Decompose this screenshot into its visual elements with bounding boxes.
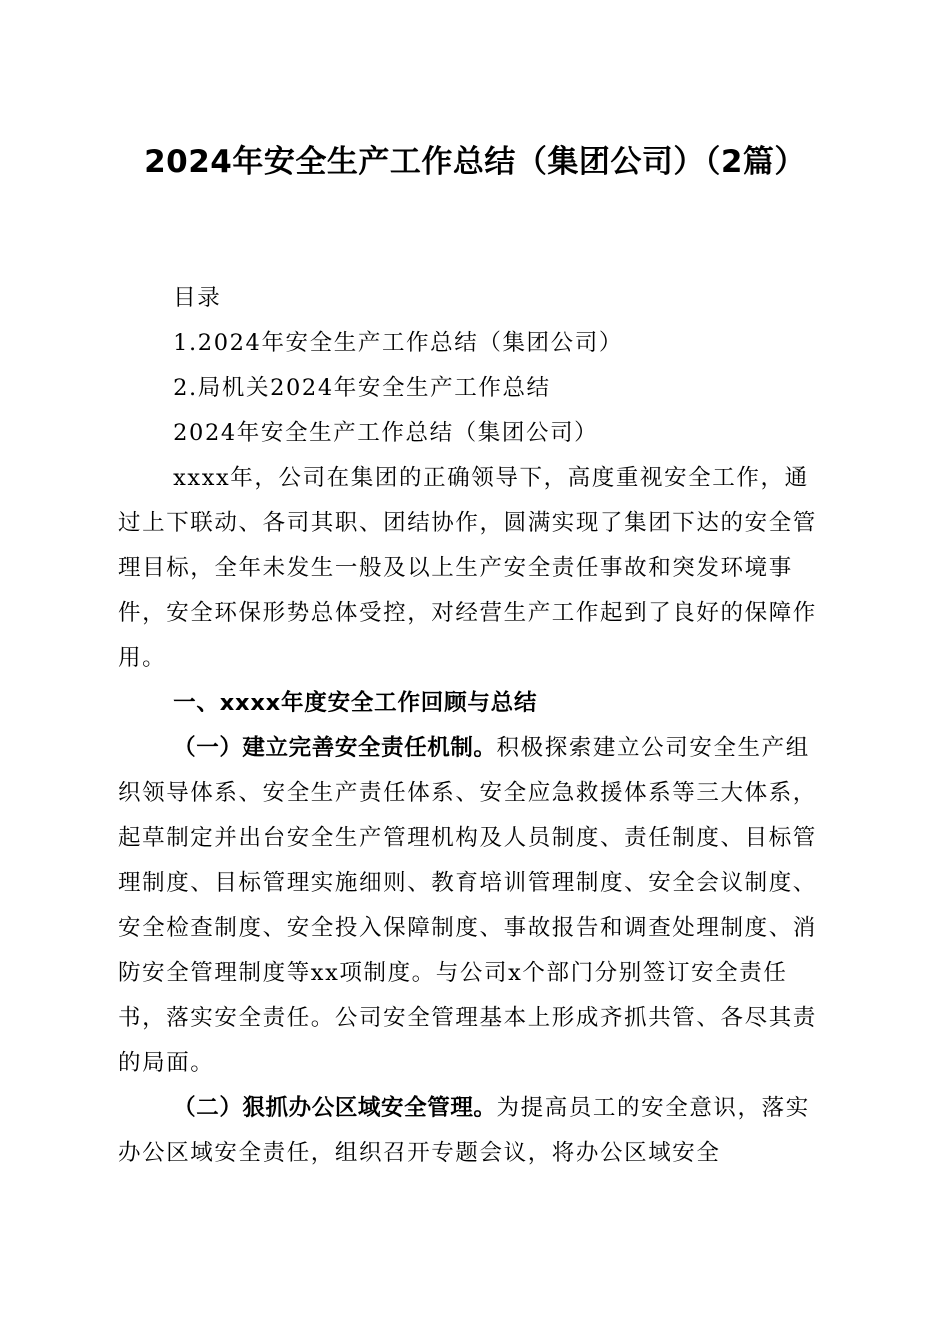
subsection-text: 积极探索建立公司安全生产组织领导体系、安全生产责任体系、安全应急救援体系等三大体系，起草制定并出台安全生产管理机构及人员制度、责任制度、目标管理制度、目标管理实施细则、教育培训管理制度、安全会议制度、安全检查制度、安全投入保障制度、事故报告和调查处理制度、消防安全管理制度等xx项制度。与公司x个部门分别签订安全责任书，落实安全责任。公司安全管理基本上形成齐抓共管、各尽其责的局面。 (118, 735, 817, 1076)
section-heading: 一、xxxx年度安全工作回顾与总结 (173, 690, 538, 716)
toc-item: 2.局机关2024年安全生产工作总结 (173, 375, 551, 401)
document-body (118, 276, 832, 1176)
subsection-paragraph (118, 1086, 832, 1176)
subsection-paragraph (118, 726, 832, 1086)
toc-heading: 目录 (173, 285, 222, 311)
intro-paragraph: xxxx年，公司在集团的正确领导下，高度重视安全工作，通过上下联动、各司其职、团结协作，圆满实现了集团下达的安全管理目标，全年未发生一般及以上生产安全责任事故和突发环境事件，安全环保形势总体受控，对经营生产工作起到了良好的保障作用。 (118, 465, 817, 671)
toc-item: 1.2024年安全生产工作总结（集团公司） (173, 330, 623, 356)
subsection-lead: （一）建立完善安全责任机制。 (173, 735, 497, 761)
subsection-text: 为提高员工的安全意识，落实办公区域安全责任，组织召开专题会议，将办公区域安全 (118, 1095, 810, 1166)
article-title: 2024年安全生产工作总结（集团公司） (173, 420, 599, 446)
subsection-lead: （二）狠抓办公区域安全管理。 (173, 1095, 497, 1121)
document-title: 2024年安全生产工作总结（集团公司）（2篇） (144, 144, 806, 180)
